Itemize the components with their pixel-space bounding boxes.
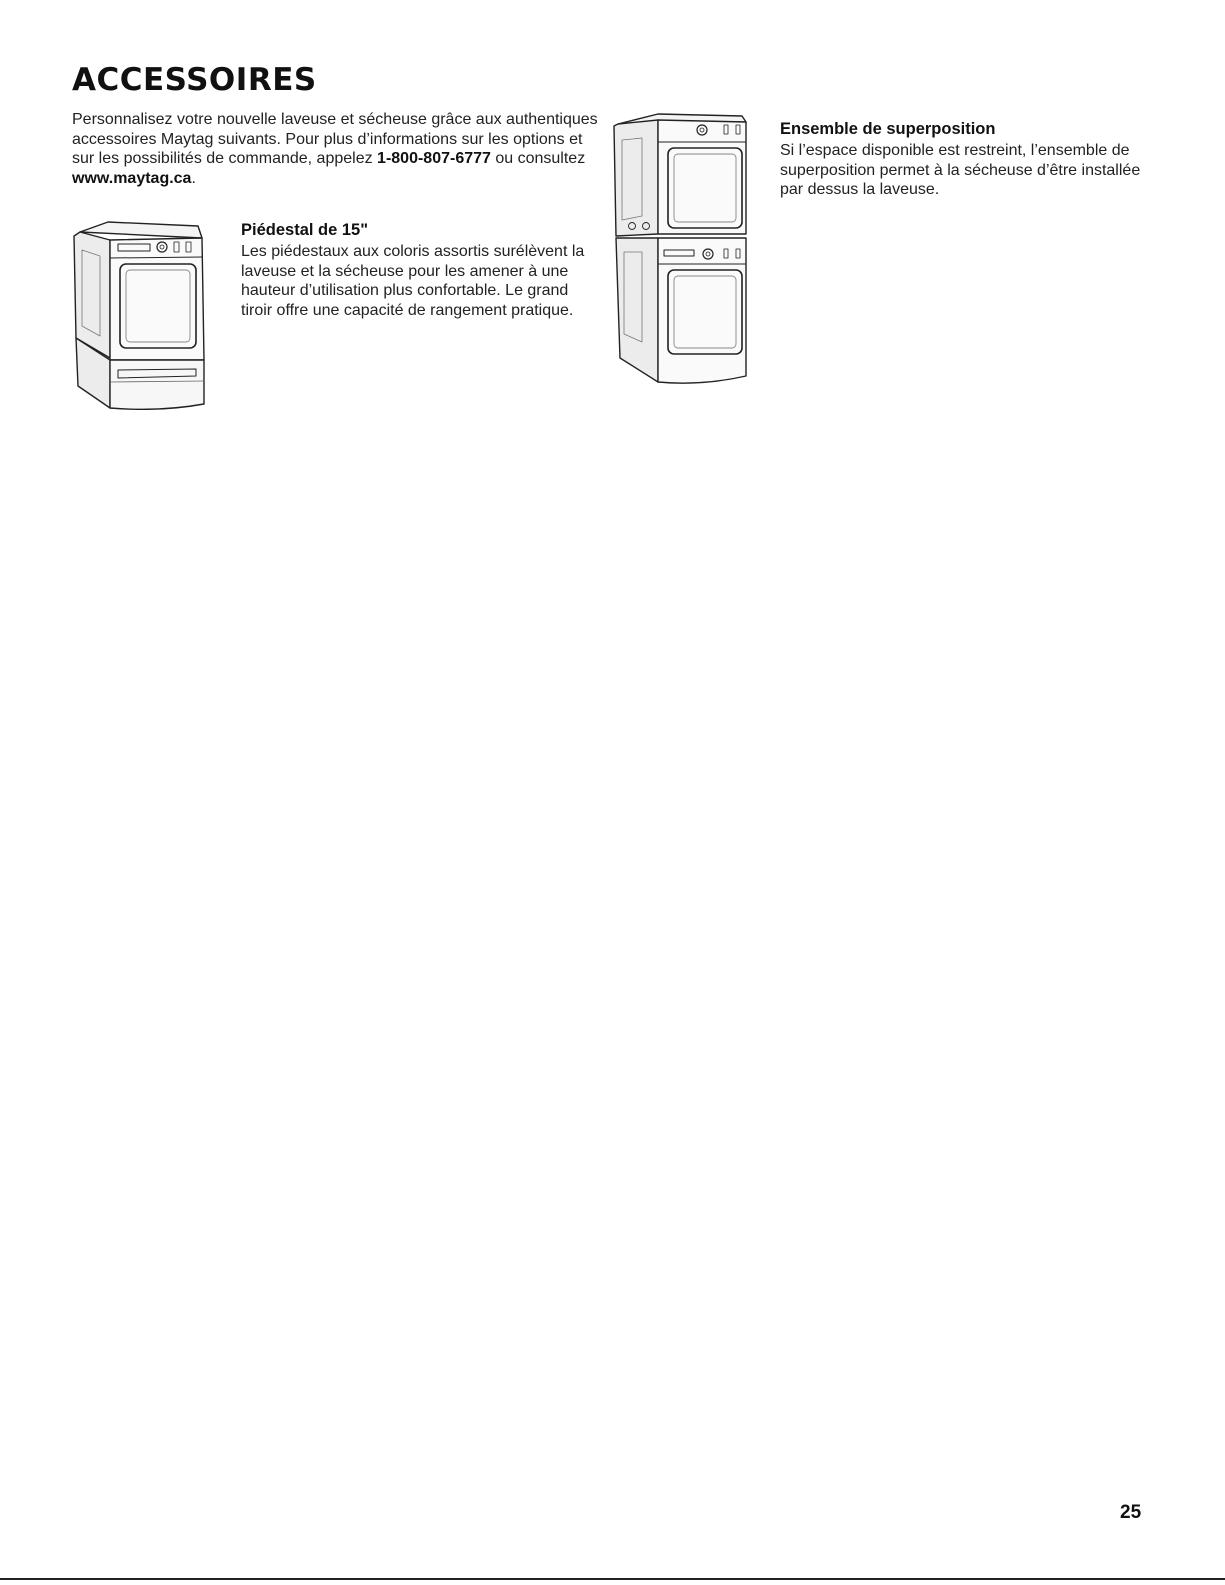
phone-number: 1-800-807-6777 [377, 150, 491, 167]
website-link[interactable]: www.maytag.ca [72, 169, 192, 187]
accessory-pedestal-title: Piédestal de 15" [241, 221, 369, 239]
accessory-stacking-kit-title: Ensemble de superposition [780, 120, 996, 138]
intro-paragraph [72, 110, 602, 188]
page-title: ACCESSOIRES [72, 62, 317, 98]
stacked-washer-dryer-illustration [612, 106, 754, 384]
accessory-pedestal-description: Les piédestaux aux coloris assortis surélèvent la laveuse et la sécheuse pour les amener à une hauteur d’utilisation plus confortable. Le grand tiroir offre une capacité de rangement pratique. [241, 243, 585, 319]
washer-on-pedestal-illustration [70, 218, 210, 410]
page-number: 25 [1120, 1502, 1142, 1523]
intro-end: . [191, 169, 196, 187]
accessory-pedestal [241, 221, 601, 320]
accessory-stacking-kit [780, 120, 1150, 200]
accessory-stacking-kit-description: Si l’espace disponible est restreint, l’ensemble de superposition permet à la sécheuse d’être installée par dessus la laveuse. [780, 142, 1141, 198]
bottom-rule [0, 1578, 1225, 1580]
intro-text: Personnalisez votre nouvelle laveuse et sécheuse grâce aux authentiques accessoires Maytag suivants. Pour plus d’informations sur les options et sur les possibilités de commande, appelez [72, 111, 598, 167]
intro-middle: ou consultez [490, 150, 586, 167]
